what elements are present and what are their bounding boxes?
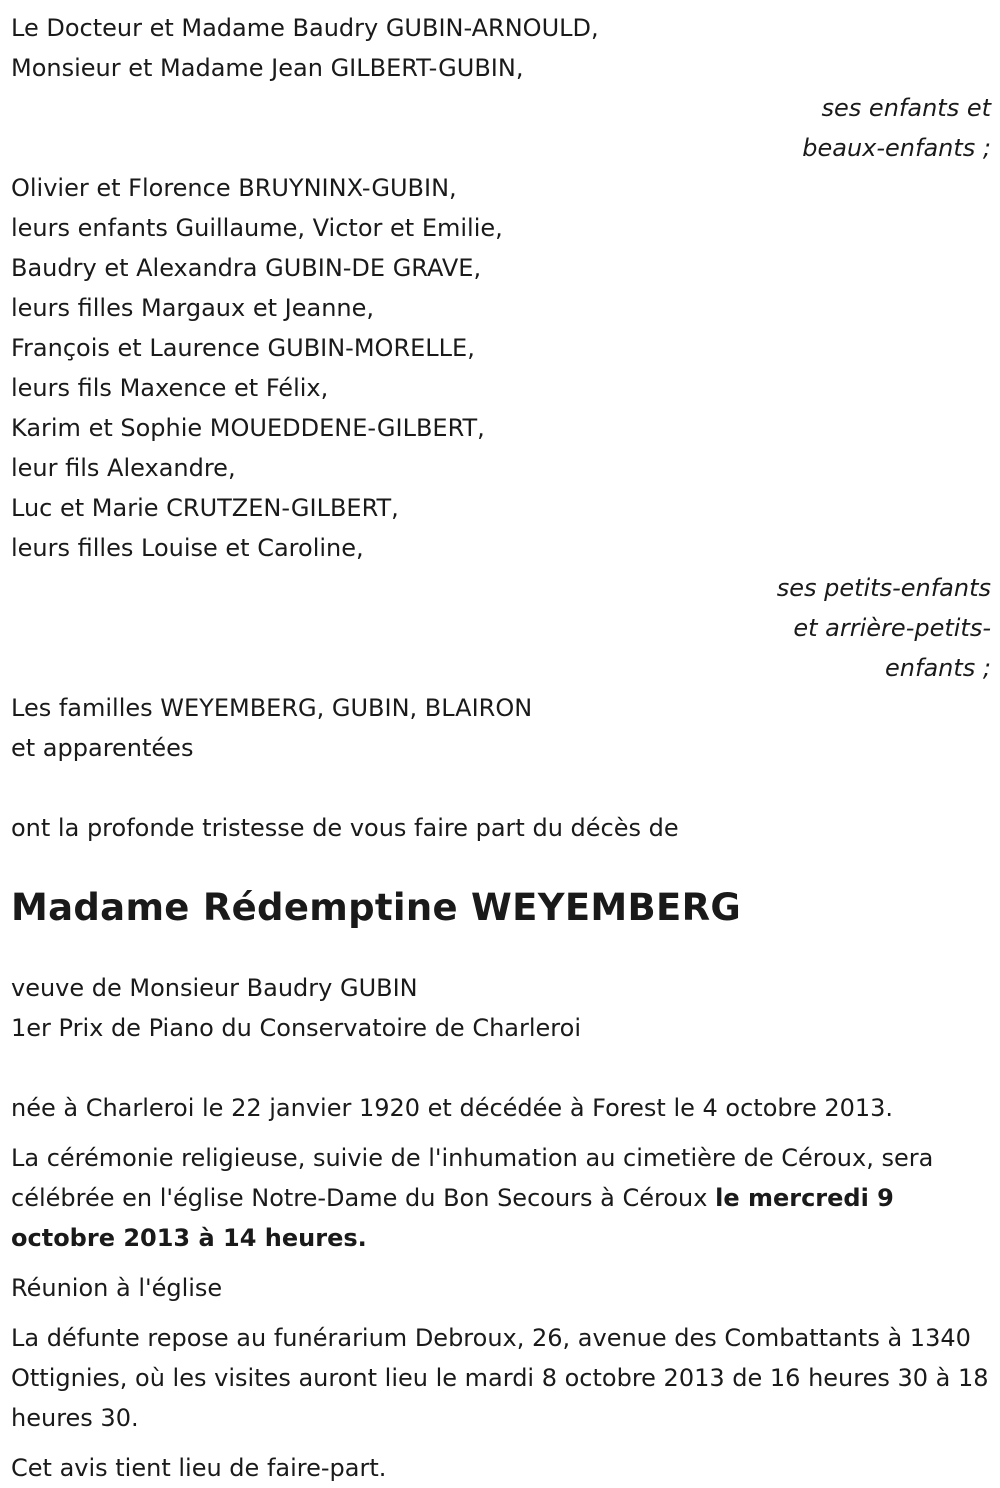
spacer [11,1438,991,1448]
grandchildren-line-3: Baudry et Alexandra GUBIN-DE GRAVE, [11,254,482,282]
spacer [11,1308,991,1318]
spacer [11,1258,991,1268]
families-line-2: et apparentées [11,734,194,762]
closing-text: Cet avis tient lieu de faire-part. [11,1454,387,1482]
ceremony-date: le mercredi 9 octobre 2013 à 14 heures. [11,1184,894,1252]
grandchildren-line-2: leurs enfants Guillaume, Victor et Emilie, [11,214,503,242]
spacer [11,848,991,880]
deceased-name: Madame Rédemptine WEYEMBERG [11,886,742,929]
funeral-home-text: La défunte repose au funérarium Debroux, 26, avenue des Combattants à 1340 Ottignies, où les visites auront lieu le mardi 8 octobre 2013 de 16 heures 30 à 18 heures 30. [11,1324,989,1432]
grandchildren-line-9: Luc et Marie CRUTZEN-GILBERT, [11,494,399,522]
deceased-distinction: 1er Prix de Piano du Conservatoire de Charleroi [11,1014,581,1042]
children-line-1: Le Docteur et Madame Baudry GUBIN-ARNOULD, [11,14,599,42]
children-line-2: Monsieur et Madame Jean GILBERT-GUBIN, [11,54,524,82]
grandchildren-line-8: leur fils Alexandre, [11,454,236,482]
obituary-notice [11,8,991,1488]
grandchildren-role-line-1: ses petits-enfants [776,574,991,602]
children-role-line-2: beaux-enfants ; [802,134,991,162]
children-block [11,8,991,168]
families-line-1: Les familles WEYEMBERG, GUBIN, BLAIRON [11,694,533,722]
grandchildren-line-5: François et Laurence GUBIN-MORELLE, [11,334,475,362]
ceremony-paragraph [11,1138,991,1258]
grandchildren-line-1: Olivier et Florence BRUYNINX-GUBIN, [11,174,457,202]
ceremony-text: La cérémonie religieuse, suivie de l'inhumation au cimetière de Céroux, sera célébrée en l'église Notre-Dame du Bon Secours à Céroux [11,1144,934,1212]
families-block [11,688,991,768]
spacer [11,1048,991,1088]
grandchildren-role-line-3: enfants ; [885,654,991,682]
children-role-line-1: ses enfants et [821,94,991,122]
grandchildren-block [11,168,991,688]
grandchildren-line-4: leurs filles Margaux et Jeanne, [11,294,375,322]
birth-death-text: née à Charleroi le 22 janvier 1920 et décédée à Forest le 4 octobre 2013. [11,1094,894,1122]
deceased-widow-of: veuve de Monsieur Baudry GUBIN [11,974,418,1002]
announcement-text: ont la profonde tristesse de vous faire part du décès de [11,814,679,842]
grandchildren-line-10: leurs filles Louise et Caroline, [11,534,364,562]
spacer [11,936,991,968]
grandchildren-line-7: Karim et Sophie MOUEDDENE-GILBERT, [11,414,485,442]
reunion-text: Réunion à l'église [11,1274,223,1302]
grandchildren-line-6: leurs fils Maxence et Félix, [11,374,329,402]
spacer [11,1128,991,1138]
grandchildren-role-line-2: et arrière-petits- [793,614,991,642]
spacer [11,768,991,808]
